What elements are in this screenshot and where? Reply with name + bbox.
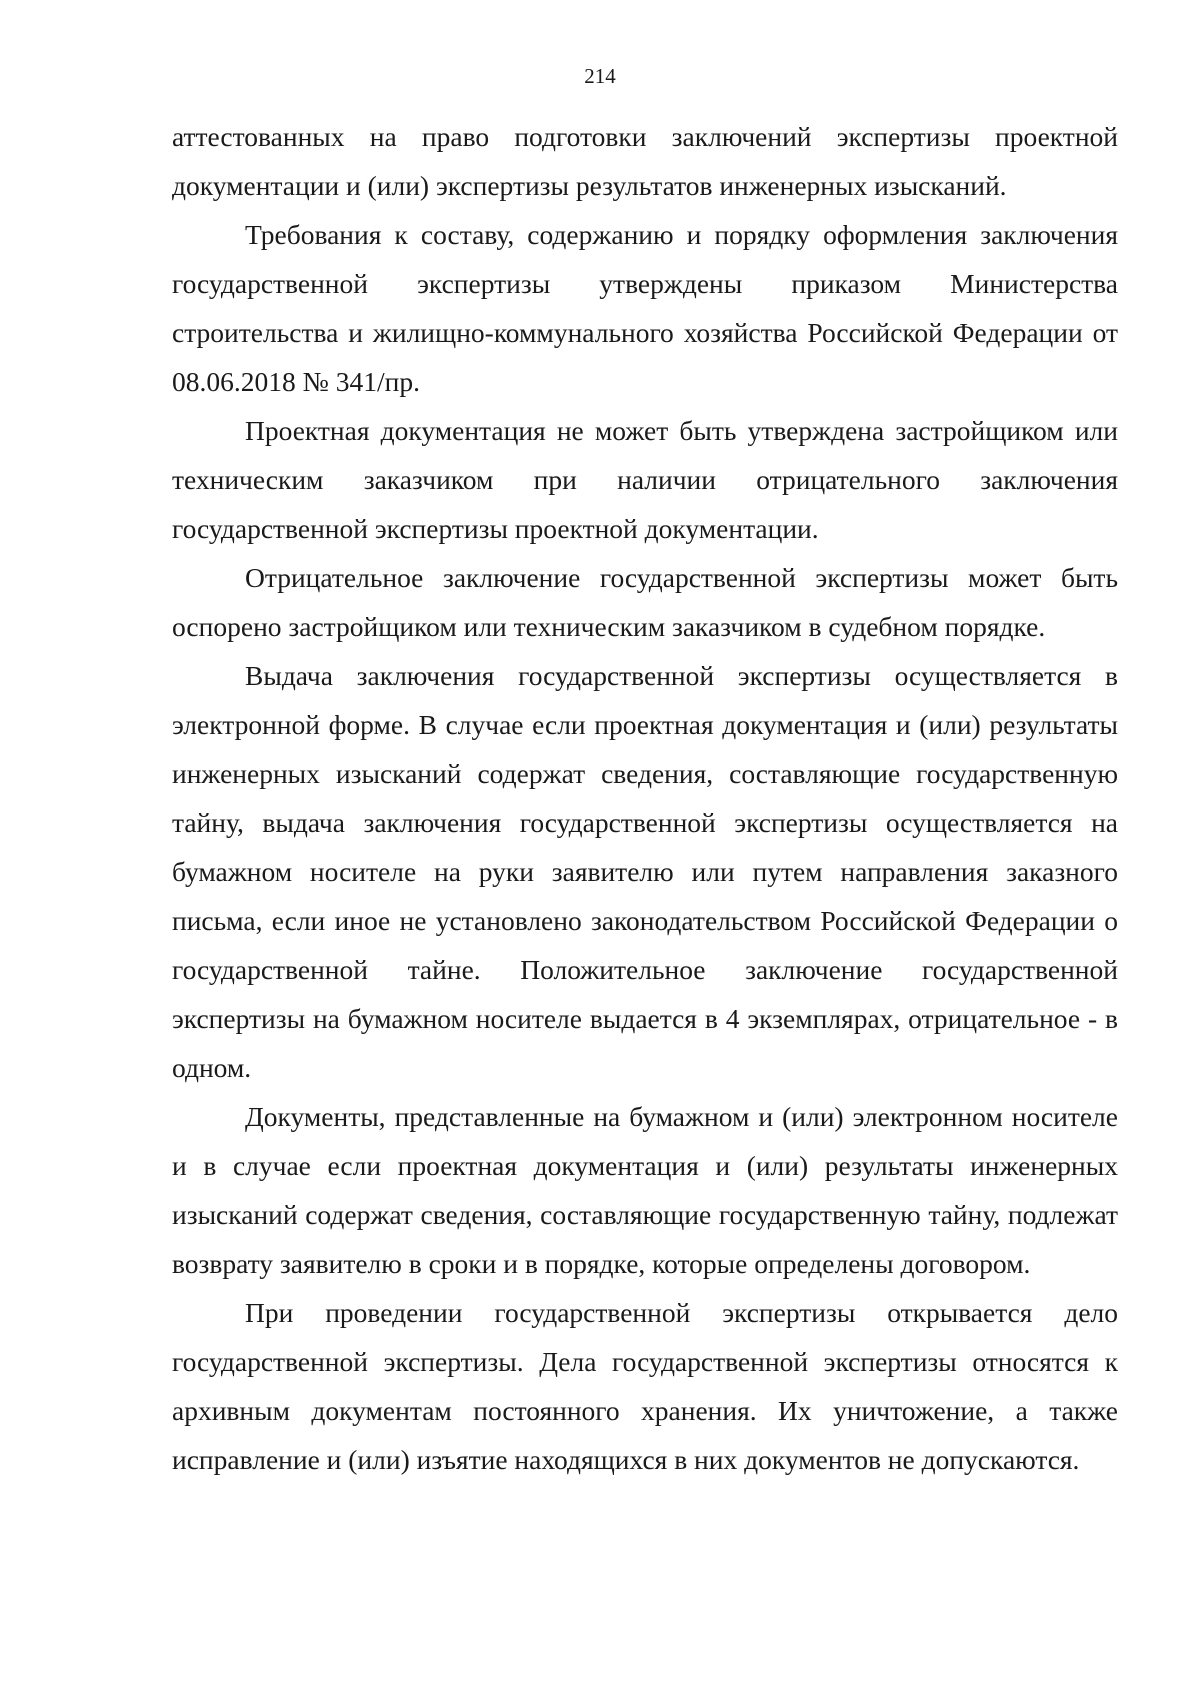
paragraph-2: Требования к составу, содержанию и порядку оформления заключения государственной экспертизы утверждены приказом Министерства строительства и жилищно-коммунального хозяйства Российской Федерации от 08.06.2018 № 341/пр. bbox=[172, 219, 1118, 397]
paragraph-4: Отрицательное заключение государственной экспертизы может быть оспорено застройщиком или техническим заказчиком в судебном порядке. bbox=[172, 562, 1118, 642]
paragraph-3: Проектная документация не может быть утверждена застройщиком или техническим заказчиком при наличии отрицательного заключения государственной экспертизы проектной документации. bbox=[172, 415, 1118, 544]
paragraph-1: аттестованных на право подготовки заключений экспертизы проектной документации и (или) экспертизы результатов инженерных изысканий. bbox=[172, 121, 1118, 201]
paragraph-6: Документы, представленные на бумажном и (или) электронном носителе и в случае если проектная документация и (или) результаты инженерных изысканий содержат сведения, составляющие государственную тайну, подлежат возврату заявителю в сроки и в порядке, которые определены договором. bbox=[172, 1101, 1118, 1279]
paragraph-7: При проведении государственной экспертизы открывается дело государственной экспертизы. Дела государственной экспертизы относятся к архивным документам постоянного хранения. Их уничтожение, а также исправление и (или) изъятие находящихся в них документов не допускаются. bbox=[172, 1297, 1118, 1475]
page-number: 214 bbox=[584, 64, 616, 88]
paragraph-5: Выдача заключения государственной экспертизы осуществляется в электронной форме. В случае если проектная документация и (или) результаты инженерных изысканий содержат сведения, составляющие государственную тайну, выдача заключения государственной экспертизы осуществляется на бумажном носителе на руки заявителю или путем направления заказного письма, если иное не установлено законодательством Российской Федерации о государственной тайне. Положительное заключение государственной экспертизы на бумажном носителе выдается в 4 экземплярах, отрицательное - в одном. bbox=[172, 660, 1118, 1083]
document-body bbox=[172, 112, 1118, 1484]
